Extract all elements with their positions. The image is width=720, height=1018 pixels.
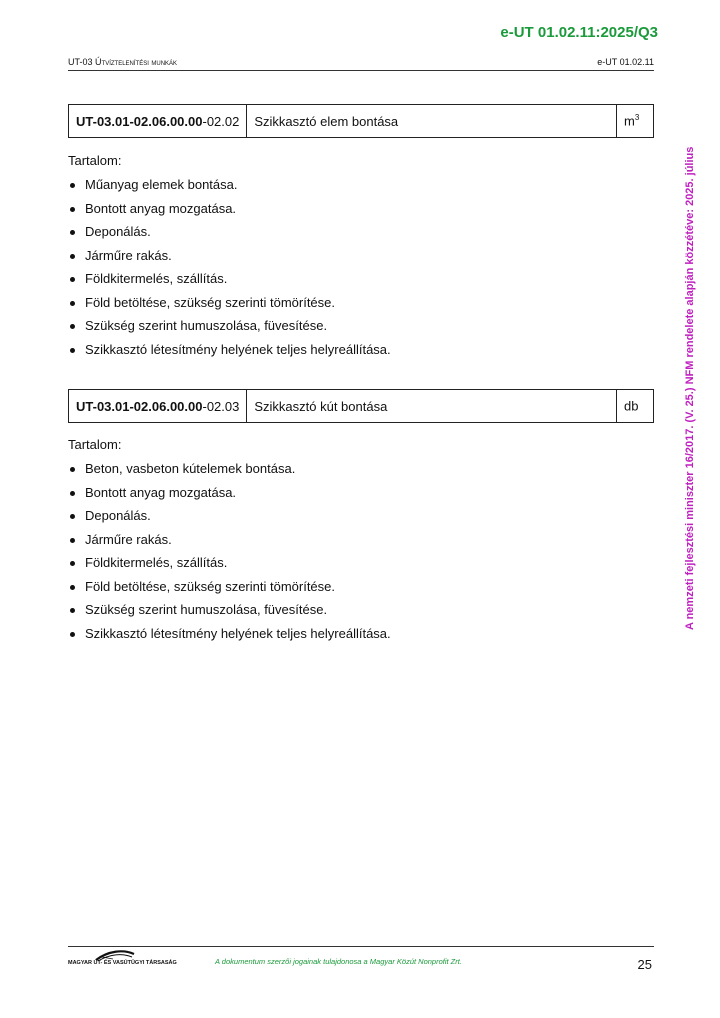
list-item: Szikkasztó létesítmény helyének teljes helyreállítása. xyxy=(68,626,391,650)
unit-base: m xyxy=(624,113,635,129)
header-document-ref: e-UT 01.02.11 xyxy=(597,57,654,67)
list-item: Járműre rakás. xyxy=(68,532,391,556)
item-code-bold: UT-03.01-02.06.00.00 xyxy=(76,113,203,129)
list-item: Beton, vasbeton kútelemek bontása. xyxy=(68,461,391,485)
header-chapter-code: UT-03 xyxy=(68,57,93,67)
item-code-cell xyxy=(69,105,247,138)
document-code: e-UT 01.02.11:2025/Q3 xyxy=(500,24,658,41)
item-code-suffix: -02.03 xyxy=(202,398,240,414)
footer-divider xyxy=(68,946,654,947)
logo-text: MAGYAR ÚT- ÉS VASÚTÜGYI TÁRSASÁG xyxy=(68,960,177,966)
list-item: Járműre rakás. xyxy=(68,248,391,272)
content-title: Tartalom: xyxy=(68,437,122,452)
list-item: Föld betöltése, szükség szerinti tömörítése. xyxy=(68,579,391,603)
running-header xyxy=(68,57,654,71)
list-item: Szikkasztó létesítmény helyének teljes helyreállítása. xyxy=(68,342,391,366)
item-code-suffix: -02.02 xyxy=(202,113,240,129)
item-table-02-02 xyxy=(68,104,654,138)
content-list xyxy=(68,177,391,365)
list-item: Bontott anyag mozgatása. xyxy=(68,201,391,225)
content-block-02-02 xyxy=(68,153,391,365)
content-list xyxy=(68,461,391,649)
organization-logo xyxy=(68,950,177,970)
item-code-bold: UT-03.01-02.06.00.00 xyxy=(76,398,203,414)
item-name-cell: Szikkasztó elem bontása xyxy=(247,105,617,138)
header-chapter xyxy=(68,57,177,67)
list-item: Földkitermelés, szállítás. xyxy=(68,555,391,579)
list-item: Földkitermelés, szállítás. xyxy=(68,271,391,295)
list-item: Deponálás. xyxy=(68,508,391,532)
list-item: Szükség szerint humuszolása, füvesítése. xyxy=(68,318,391,342)
list-item: Bontott anyag mozgatása. xyxy=(68,485,391,509)
page-number: 25 xyxy=(637,957,652,972)
side-publication-text: A nemzeti fejlesztési miniszter 16/2017. (V. 25.) NFM rendelete alapján közzétéve: 2025. július xyxy=(684,146,696,630)
item-unit-cell xyxy=(617,105,654,138)
list-item: Szükség szerint humuszolása, füvesítése. xyxy=(68,602,391,626)
list-item: Műanyag elemek bontása. xyxy=(68,177,391,201)
item-row xyxy=(69,105,654,138)
content-title: Tartalom: xyxy=(68,153,122,168)
content-block-02-03 xyxy=(68,437,391,649)
header-chapter-title: Útvíztelenítési munkák xyxy=(95,57,178,67)
item-code-cell xyxy=(69,390,247,423)
unit-base: db xyxy=(624,398,639,414)
list-item: Deponálás. xyxy=(68,224,391,248)
copyright-notice: A dokumentum szerzői jogainak tulajdonosa a Magyar Közút Nonprofit Zrt. xyxy=(215,957,462,966)
item-name-cell: Szikkasztó kút bontása xyxy=(247,390,617,423)
unit-superscript: 3 xyxy=(634,113,640,123)
list-item: Föld betöltése, szükség szerinti tömörítése. xyxy=(68,295,391,319)
item-row xyxy=(69,390,654,423)
item-table-02-03 xyxy=(68,389,654,423)
item-unit-cell xyxy=(617,390,654,423)
